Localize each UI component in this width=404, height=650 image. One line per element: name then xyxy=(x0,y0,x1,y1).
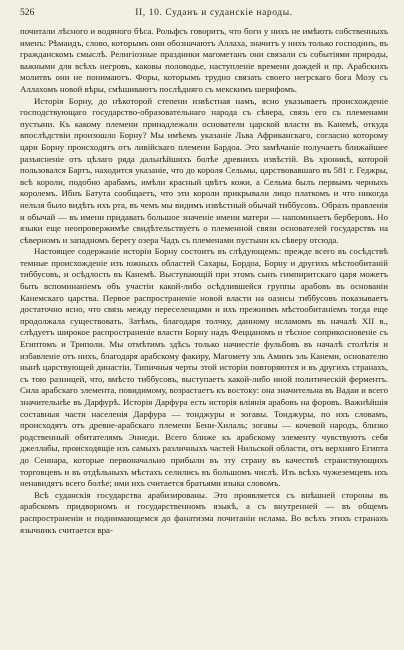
paragraph: Всѣ суданскія государства арабизированы. Это проявляется съ внѣшней стороны въ арабскомъ придворномъ и государственномъ языкѣ, а съ внутренней — въ общемъ распространеніи и поднимающемся до фанатизма почитаніи ислама. Во всѣхъ этихъ странахъ язычникъ считается вра- xyxy=(20,489,388,535)
body-text xyxy=(20,26,388,536)
paragraph: почитали лѣсного и водяного бѣса. Рольфсъ говоритъ, что боги у нихъ не имѣютъ собственныхъ именъ: Рѣмаидъ, слово, которымъ они обозначаютъ Аллаха, значитъ у нихъ только господинъ, въ гражданскомъ смыслѣ. Религіозные праздники магометанъ они связали съ событіями природы, важными для всѣхъ негровъ, каковы половодье, наступленіе времени дождей и пр. Арабскихъ молитвъ они не понимаютъ. Форы, которымъ трудно связать своего негрскаго бога Мозу съ Аллахомъ новой вѣры, смѣшиваютъ послѣдняго съ мекскимъ шерифомъ. xyxy=(20,26,388,94)
page-number: 526 xyxy=(20,8,35,18)
running-head: II, 10. Суданъ и суданскіе народы. xyxy=(135,8,293,18)
paragraph: Исторія Борну, до нѣкоторой степени извѣстная намъ, ясно указываетъ происхожденіе господствующаго государство-образовательнаго народа съ сѣвера, связь его съ племенами пустыни. Къ какому племени принадлежали основатели царской власти въ Канемѣ, откуда впослѣдствіи произошло Борну? Мы имѣемъ указаніе Льва Африканскаго, согласно которому цари Борну происходятъ отъ ливійскаго племени Бардоа. Это замѣчаніе получаетъ ближайшее разъясненіе отъ цѣлаго ряда дальнѣйшихъ болѣе древнихъ извѣстій. Въ хроникѣ, которой пользовался Бартъ, находится указаніе, что до короля Сельмы, царствовавшаго въ 581 г. Геджры, всѣ короли, подобно арабамъ, имѣли красный цвѣтъ кожи, а Сельма былъ первымъ черныхъ королемъ. Ибнъ Батута сообщаетъ, что эти короли прикрывали лицо платкомъ и что никогда нельзя было видѣть ихъ рта, въ чемъ мы видимъ извѣстный обычай тиббусовъ. Образъ правленія и обычай — въ имени придавать большое значеніе имени матери — напоминаетъ берберовъ. Но языки еще неопровержимѣе свидѣтельствуетъ о племенной связи основателей государствъ на сѣверномъ и западномъ берегу озера Чадъ съ племенами пустыни къ сѣверу отсюда. xyxy=(20,95,388,245)
page-header xyxy=(20,8,388,22)
paragraph: Настоящее содержаніе исторіи Борну состоитъ въ слѣдующемъ: прежде всего въ сосѣдствѣ темные происхожденіе изъ южныхъ областей Сахары, Бордоа, Борну и другихъ мѣстообитаній тиббусовъ, и осѣдлость въ Канемѣ. Выступающій при этомъ сынъ гимпиритскаго царя можетъ быть вспоминаніемъ объ участіи какой-либо осѣдлившейся группы арабовъ въ основаніи Канемскаго царства. Первое распространеніе новой власти на оазисы тиббусовъ показываетъ достаточно ясно, что связь между переселенцами и ихъ прежнимъ мѣстообитаніемъ тогда еще продолжала существовать. Затѣмъ, благодаря толчку, данному исламомъ въ началѣ XII в., слѣдуетъ широкое распространеніе власти Борну надъ Феццаномъ и тѣсное соприкосновеніе съ Египтомъ и Триполи. Мы отмѣтимъ здѣсь только начиестіе фульбовъ въ началѣ столѣтія и избавленіе отъ нихъ, благодаря арабскому факиру, Магомету эль Аминъ эль Канеми, основателю нынѣ царствующей династіи. Типичныя черты этой исторіи повторяются и въ другихъ странахъ, съ тою разницей, что, вмѣсто тиббусовъ, выступаетъ какой-либо иной политическій ферментъ. Сила арабскаго элемента, повидимому, возрастаетъ къ востоку: она значительна въ Вадаи и всего значительнѣе въ Дарфурѣ. Исторія Дарфура есть исторія вліянія арабовъ на форовъ. Важнѣйшія составныя части населенія Дарфура — тонджуры и зогавы. Тонджуры, по ихъ словамъ, происходятъ отъ древне-арабскаго племени Бени-Хилаль; зогавы — кочевой народъ, близко родственный обитателямъ Эннеди. Всего ближе къ арабскому элементу чувствуютъ себя джеллабы, происходящіе изъ самыхъ различныхъ частей Нильской области, отъ верхняго Египта до Сеннара, которые первоначально прибыли въ эту страну въ качествѣ странствующихъ торговцевъ и въ отдѣльныхъ мѣстахъ селились въ большомъ числѣ. Изъ всѣхъ чужеземцевъ ихъ ненавидятъ всего болѣе; ими ихъ считается братьями языка словомъ. xyxy=(20,246,388,489)
